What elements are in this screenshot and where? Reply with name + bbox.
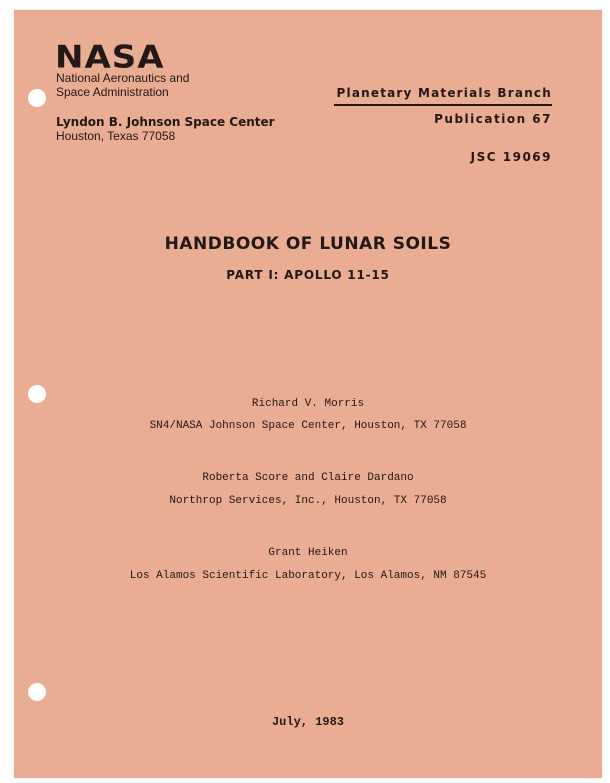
document-subtitle: PART I: APOLLO 11-15	[226, 268, 390, 282]
publication-number: Publication 67	[434, 112, 552, 126]
author-name: Richard V. Morris	[251, 398, 365, 410]
document-number: JSC 19069	[470, 150, 552, 164]
author-affiliation: Los Alamos Scientific Laboratory, Los Alamos, NM 87545	[129, 570, 487, 582]
center-city: Houston, Texas 77058	[56, 129, 176, 143]
author-name: Grant Heiken	[268, 547, 348, 559]
agency-line-2: Space Administration	[56, 85, 169, 99]
branch-name: Planetary Materials Branch	[336, 86, 552, 100]
nasa-logo: NASA	[55, 39, 165, 76]
document-page	[14, 10, 602, 778]
author-name: Roberta Score and Claire Dardano	[202, 472, 414, 484]
author-affiliation: SN4/NASA Johnson Space Center, Houston, TX 77058	[149, 420, 467, 432]
center-name: Lyndon B. Johnson Space Center	[56, 115, 275, 129]
binder-hole-bottom	[28, 683, 46, 701]
binder-hole-top	[28, 89, 46, 107]
header-rule	[334, 104, 552, 106]
agency-line-1: National Aeronautics and	[56, 71, 190, 85]
publication-date: July, 1983	[271, 715, 344, 729]
document-title: HANDBOOK OF LUNAR SOILS	[164, 234, 452, 254]
agency-name	[56, 71, 189, 99]
author-affiliation: Northrop Services, Inc., Houston, TX 77058	[169, 495, 447, 507]
